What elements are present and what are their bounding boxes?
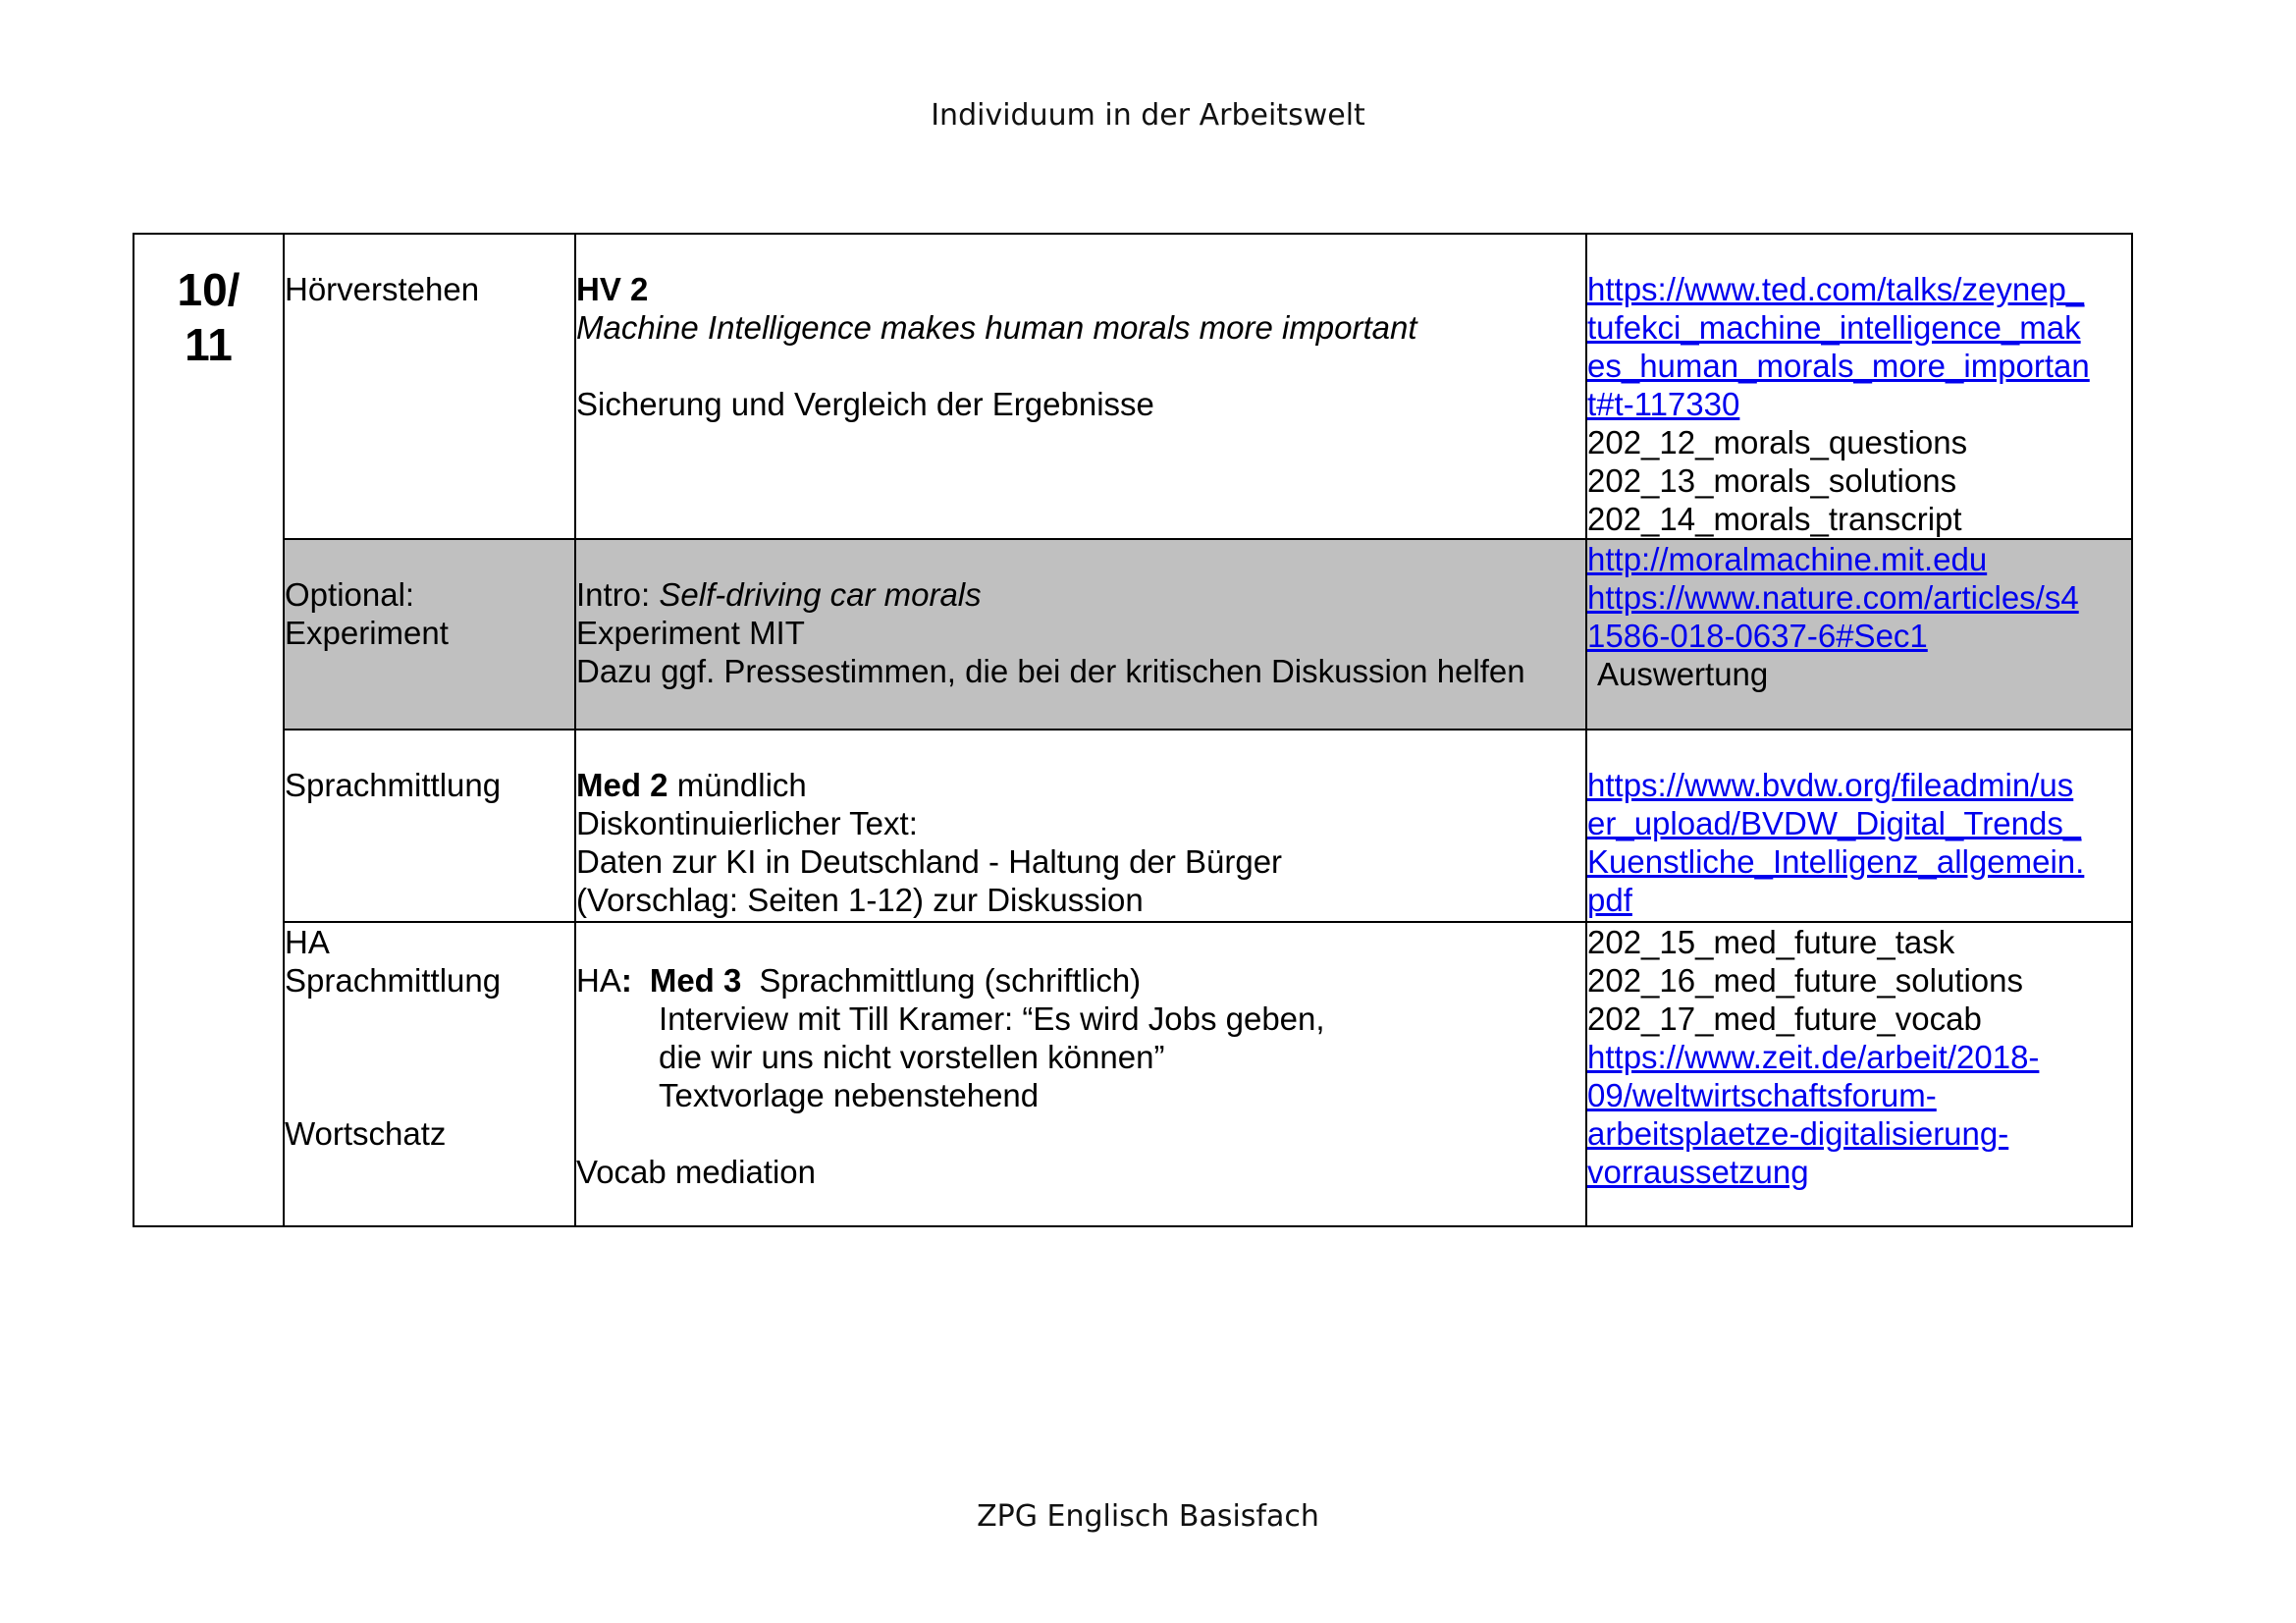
file-name: 202_12_morals_questions (1587, 424, 1968, 460)
content-line: Diskontinuierlicher Text: (576, 805, 918, 841)
table-row-ha-sprachmittlung (133, 922, 2132, 1226)
zeit-article-link-cont[interactable]: vorraussetzung (1587, 1154, 1809, 1190)
bvdw-link-cont[interactable]: er_upload/BVDW_Digital_Trends_ (1587, 805, 2082, 841)
skill-cell (284, 730, 575, 922)
table-row-optional-experiment (133, 539, 2132, 730)
vocab-line: Vocab mediation (576, 1154, 817, 1190)
bvdw-link-cont[interactable]: pdf (1587, 882, 1632, 918)
file-name: 202_13_morals_solutions (1587, 462, 1957, 499)
skill-label: Sprachmittlung (285, 767, 502, 803)
task-code-suffix: Sprachmittlung (schriftlich) (759, 962, 1142, 999)
nature-article-link-cont[interactable]: 1586-018-0637-6#Sec1 (1587, 618, 1928, 654)
lesson-number-cell (133, 234, 284, 1226)
content-line: Experiment MIT (576, 615, 805, 651)
task-note: Sicherung und Vergleich der Ergebnisse (576, 386, 1154, 422)
ted-talk-link[interactable]: https://www.ted.com/talks/zeynep_ (1587, 271, 2085, 307)
task-code-suffix: mündlich (667, 767, 807, 803)
intro-label: Intro: (576, 576, 660, 613)
intro-title: Self-driving car morals (659, 576, 982, 613)
file-name: 202_16_med_future_solutions (1587, 962, 2024, 999)
skill-label: Optional: (285, 576, 415, 613)
materials-text: Auswertung (1597, 656, 1769, 692)
bvdw-link[interactable]: https://www.bvdw.org/fileadmin/us (1587, 767, 2074, 803)
file-name: 202_17_med_future_vocab (1587, 1001, 1982, 1037)
nature-article-link[interactable]: https://www.nature.com/articles/s4 (1587, 579, 2079, 616)
content-cell (575, 539, 1586, 730)
table-row-sprachmittlung (133, 730, 2132, 922)
skill-label: Sprachmittlung (285, 962, 502, 999)
content-line: Daten zur KI in Deutschland - Haltung der Bürger (576, 843, 1283, 880)
page-footer: ZPG Englisch Basisfach (977, 1499, 1319, 1534)
skill-cell (284, 234, 575, 539)
file-name: 202_14_morals_transcript (1587, 501, 1962, 537)
skill-label: Experiment (285, 615, 449, 651)
materials-cell (1586, 539, 2132, 730)
page-header: Individuum in der Arbeitswelt (931, 98, 1365, 133)
skill-label: HA (285, 924, 330, 960)
content-cell (575, 234, 1586, 539)
lesson-plan-table (133, 233, 2133, 1227)
ted-talk-link-cont[interactable]: tufekci_machine_intelligence_mak (1587, 309, 2081, 346)
ted-talk-link-cont[interactable]: t#t-117330 (1587, 386, 1740, 422)
lesson-number-line1: 10/ (177, 264, 240, 315)
bvdw-link-cont[interactable]: Kuenstliche_Intelligenz_allgemein. (1587, 843, 2085, 880)
ted-talk-link-cont[interactable]: es_human_morals_more_importan (1587, 348, 2090, 384)
zeit-article-link-cont[interactable]: 09/weltwirtschaftsforum- (1587, 1077, 1937, 1113)
task-code: Med 3 (649, 962, 742, 999)
moral-machine-link[interactable]: http://moralmachine.mit.edu (1587, 541, 1988, 577)
content-line: Textvorlage nebenstehend (659, 1077, 1040, 1113)
table-row-hoerverstehen (133, 234, 2132, 539)
zeit-article-link-cont[interactable]: arbeitsplaetze-digitalisierung- (1587, 1115, 2009, 1152)
content-cell (575, 730, 1586, 922)
content-line: die wir uns nicht vorstellen können” (659, 1039, 1165, 1075)
content-cell (575, 922, 1586, 1226)
task-code: Med 2 (576, 767, 668, 803)
materials-cell (1586, 234, 2132, 539)
skill-cell (284, 539, 575, 730)
content-line: Dazu ggf. Pressestimmen, die bei der kritischen Diskussion helfen (576, 653, 1525, 689)
content-line: Interview mit Till Kramer: “Es wird Jobs geben, (659, 1001, 1325, 1037)
task-code: HV 2 (576, 271, 649, 307)
skill-cell (284, 922, 575, 1226)
content-line: (Vorschlag: Seiten 1-12) zur Diskussion (576, 882, 1144, 918)
zeit-article-link[interactable]: https://www.zeit.de/arbeit/2018- (1587, 1039, 2040, 1075)
skill-label: Hörverstehen (285, 271, 480, 307)
skill-label: Wortschatz (285, 1115, 447, 1152)
materials-cell (1586, 922, 2132, 1226)
materials-cell (1586, 730, 2132, 922)
ha-label: HA (576, 962, 621, 999)
file-name: 202_15_med_future_task (1587, 924, 1955, 960)
task-title: Machine Intelligence makes human morals more important (576, 309, 1417, 346)
lesson-number-line2: 11 (185, 319, 233, 370)
ha-colon: : (620, 962, 632, 999)
